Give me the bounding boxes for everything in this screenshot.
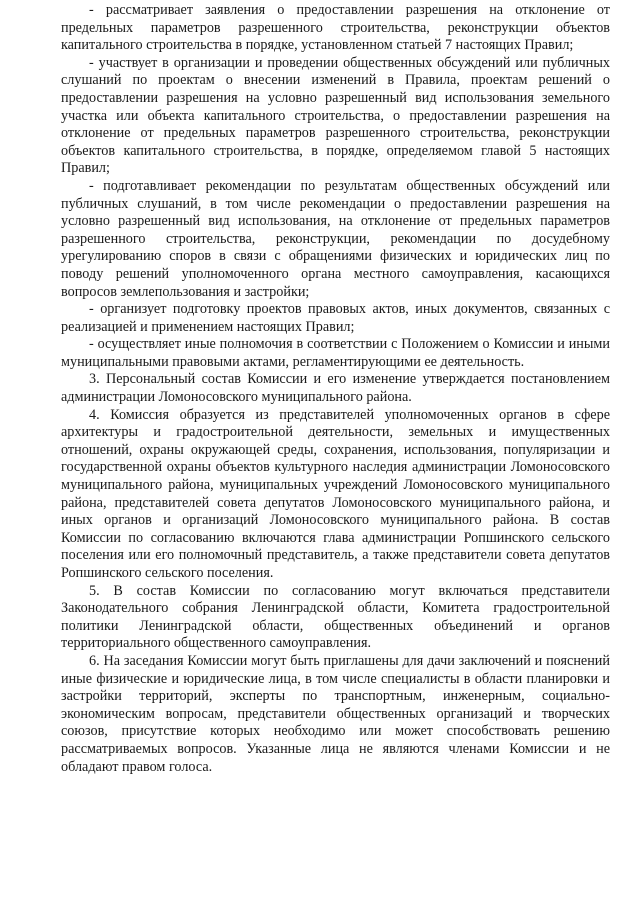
paragraph-item-5: 5. В состав Комиссии по согласованию могут включаться представители Законодательного собрания Ленинградской области, Комитета градостроительной политики Ленинградской области, общественных объединений и органов территориального общественного самоуправления.	[61, 582, 610, 652]
paragraph-consider-applications: - рассматривает заявления о предоставлении разрешения на отклонение от предельных параметров разрешенного строительства, реконструкции объектов капитального строительства в порядке, установленном статьей 7 настоящих Правил;	[61, 2, 610, 54]
document-page	[61, 2, 610, 776]
paragraph-other-powers: - осуществляет иные полномочия в соответствии с Положением о Комиссии и иными муниципальными правовыми актами, регламентирующими ее деятельность.	[61, 336, 610, 370]
paragraph-organize-drafts: - организует подготовку проектов правовых актов, иных документов, связанных с реализацией и применением настоящих Правил;	[61, 301, 610, 335]
paragraph-item-6: 6. На заседания Комиссии могут быть приглашены для дачи заключений и пояснений иные физические и юридические лица, в том числе специалисты в области планировки и застройки территорий, эксперты по транспортным, инженерным, социально-экономическим вопросам, представители общественных организаций и творческих союзов, присутствие которых необходимо или может способствовать решению рассматриваемых вопросов. Указанные лица не являются членами Комиссии и не обладают правом голоса.	[61, 652, 610, 775]
paragraph-item-4: 4. Комиссия образуется из представителей уполномоченных органов в сфере архитектуры и градостроительной деятельности, земельных и имущественных отношений, охраны окружающей среды, сохранения, использования, популяризации и государственной охраны объектов культурного наследия администрации Ломоносовского муниципального района, муниципальных учреждений Ломоносовского муниципального района, представителей совета депутатов Ломоносовского муниципального района, и иных органов и организаций Ломоносовского муниципального района. В состав Комиссии по согласованию включаются глава администрации Ропшинского сельского поселения или его полномочный представитель, а также представители совета депутатов Ропшинского сельского поселения.	[61, 406, 610, 581]
paragraph-item-3: 3. Персональный состав Комиссии и его изменение утверждается постановлением администрации Ломоносовского муниципального района.	[61, 371, 610, 406]
paragraph-prepare-recommendations: - подготавливает рекомендации по результатам общественных обсуждений или публичных слушаний, в том числе рекомендации о предоставлении разрешения на условно разрешенный вид использования, на отклонение от предельных параметров разрешенного строительства, реконструкции, рекомендации по досудебному урегулированию споров в связи с обращениями физических и юридических лиц по поводу решений уполномоченного органа местного самоуправления, касающихся вопросов землепользования и застройки;	[61, 177, 610, 300]
paragraph-participate-hearings: - участвует в организации и проведении общественных обсуждений или публичных слушаний по проектам о внесении изменений в Правила, проектам решений о предоставлении разрешения на условно разрешенный вид использования земельного участка или объекта капитального строительства, о предоставлении разрешения на отклонение от предельных параметров разрешенного строительства, реконструкции объектов капитального строительства, в порядке, определяемом главой 5 настоящих Правил;	[61, 54, 610, 177]
